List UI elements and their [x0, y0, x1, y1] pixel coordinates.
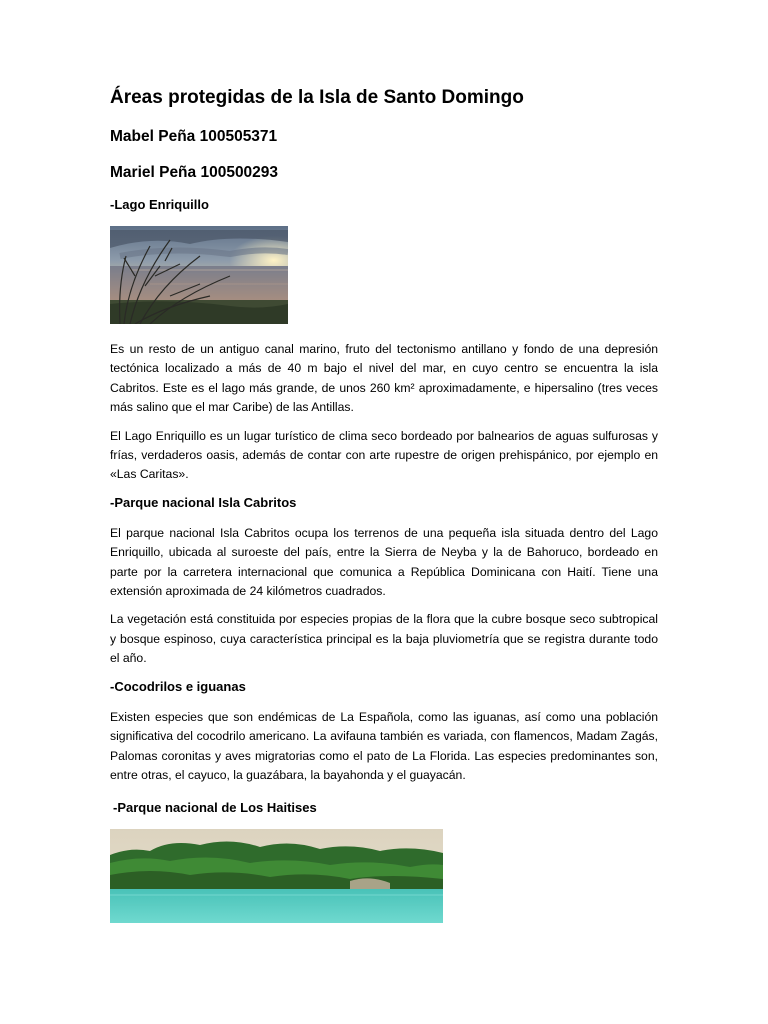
los-haitises-photo — [110, 829, 443, 923]
paragraph: Es un resto de un antiguo canal marino, fruto del tectonismo antillano y fondo de una depresión tectónica localizado a más de 40 m bajo el nivel del mar, en cuyo centro se encuentra la isla Cabritos. Este es el lago más grande, de unos 260 km² aproximadamente, e hipersalino (tres veces más salino que el mar Caribe) de las Antillas. — [110, 342, 658, 415]
paragraph: La vegetación está constituida por especies propias de la flora que la cubre bosque seco subtropical y bosque espinoso, cuya característica principal es la baja pluviometría que se registra durante todo el año. — [110, 612, 658, 666]
paragraph: El parque nacional Isla Cabritos ocupa los terrenos de una pequeña isla situada dentro del Lago Enriquillo, ubicada al suroeste del país, entre la Sierra de Neyba y la de Bahoruco, bordeado en parte por la carretera internacional que comunica a República Dominicana con Haití. Tiene una extensión aproximada de 24 kilómetros cuadrados. — [110, 525, 658, 599]
lago-enriquillo-photo — [110, 226, 288, 324]
section-heading-lago-enriquillo: -Lago Enriquillo — [110, 197, 209, 212]
author-line: Mariel Peña 100500293 — [110, 164, 279, 181]
paragraph: Existen especies que son endémicas de La Española, como las iguanas, así como una población significativa del cocodrilo americano. La avifauna también es variada, con flamencos, Madam Zagás, Palomas coronitas y aves migratorias como el pato de La Florida. Las especies predominantes son, entre otras, el cayuco, la guazábara, la bayahonda y el guayacán. — [110, 709, 658, 782]
document-title: Áreas protegidas de la Isla de Santo Domingo — [110, 87, 524, 108]
section-heading-isla-cabritos: -Parque nacional Isla Cabritos — [110, 494, 297, 510]
document-body — [110, 86, 658, 923]
author-line: Mabel Peña 100505371 — [110, 128, 278, 145]
section-heading-los-haitises: -Parque nacional de Los Haitises — [113, 800, 317, 816]
paragraph: El Lago Enriquillo es un lugar turístico de clima seco bordeado por balnearios de aguas sulfurosas y frías, verdaderos oasis, además de contar con arte rupestre de origen prehispánico, por ejemplo en «Las Caritas». — [110, 428, 658, 482]
section-heading-cocodrilos: -Cocodrilos e iguanas — [110, 678, 246, 694]
